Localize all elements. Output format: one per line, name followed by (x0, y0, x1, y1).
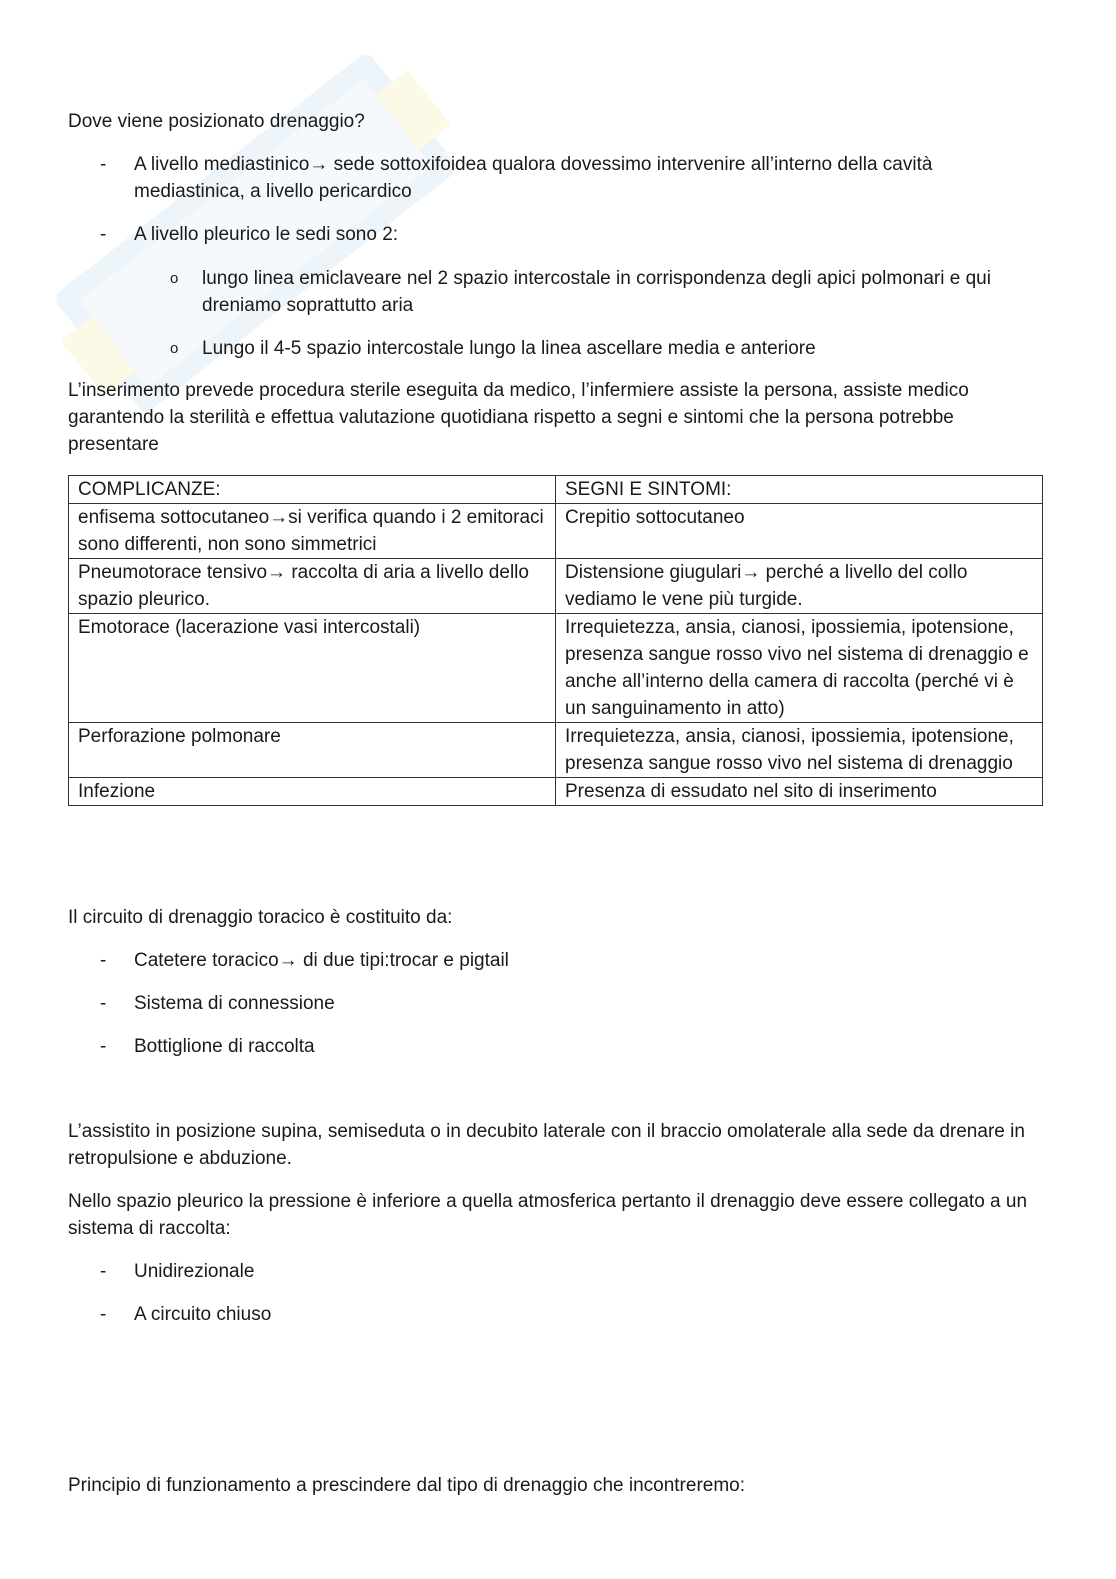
drain-positions-list (68, 151, 1048, 248)
table-row (69, 778, 1043, 806)
principle-paragraph: Principio di funzionamento a prescindere dal tipo di drenaggio che incontreremo: (68, 1475, 746, 1496)
complications-table (68, 475, 1043, 806)
list-item: - Bottiglione di raccolta (68, 1033, 1048, 1060)
dash-bullet: - (100, 950, 107, 971)
circle-bullet: o (170, 270, 179, 287)
table-cell: enfisema sottocutaneo→si verifica quando i 2 emitoraci sono differenti, non sono simmetrici (69, 504, 556, 559)
dash-bullet: - (100, 1036, 107, 1057)
dash-bullet: - (100, 1304, 107, 1325)
table-row (69, 559, 1043, 614)
list-item: - Sistema di connessione (68, 990, 1048, 1017)
dash-bullet: - (100, 993, 107, 1014)
header-signs: SEGNI E SINTOMI: (556, 476, 1043, 504)
position-paragraph: L’assistito in posizione supina, semiseduta o in decubito laterale con il braccio omolaterale alla sede da drenare in retropulsione e abduzione. (68, 1121, 1025, 1169)
system-types-list (68, 1258, 1048, 1328)
dash-bullet: - (100, 224, 107, 245)
dash-bullet: - (100, 154, 107, 175)
table-row (69, 614, 1043, 723)
circuit-intro: Il circuito di drenaggio toracico è costituito da: (68, 907, 453, 928)
table-cell: Irrequietezza, ansia, cianosi, ipossiemia, ipotensione, presenza sangue rosso vivo nel sistema di drenaggio e anche all’interno della camera di raccolta (perché vi è un sanguinamento in atto) (556, 614, 1043, 723)
header-complications: COMPLICANZE: (69, 476, 556, 504)
circle-bullet: o (170, 340, 179, 357)
list-item: - A livello mediastinico→ sede sottoxifoidea qualora dovessimo intervenire all’interno della cavità mediastinica, a livello pericardico (68, 151, 1048, 205)
table-cell: Irrequietezza, ansia, cianosi, ipossiemia, ipotensione, presenza sangue rosso vivo nel sistema di drenaggio (556, 723, 1043, 778)
list-item: - A circuito chiuso (68, 1301, 1048, 1328)
pressure-paragraph: Nello spazio pleurico la pressione è inferiore a quella atmosferica pertanto il drenaggio deve essere collegato a un sistema di raccolta: (68, 1191, 1028, 1239)
dash-bullet: - (100, 1261, 107, 1282)
table-row (69, 504, 1043, 559)
insertion-paragraph: L’inserimento prevede procedura sterile eseguita da medico, l’infermiere assiste la persona, assiste medico garantendo la sterilità e effettua valutazione quotidiana rispetto a segni e sintomi che la persona potrebbe presentare (68, 380, 969, 455)
list-item: - Unidirezionale (68, 1258, 1048, 1285)
table-row (69, 723, 1043, 778)
table-cell: Perforazione polmonare (69, 723, 556, 778)
table-header-row (69, 476, 1043, 504)
list-item: - A livello pleurico le sedi sono 2: (68, 221, 1048, 248)
table-cell: Distensione giugulari→ perché a livello del collo vediamo le vene più turgide. (556, 559, 1043, 614)
list-item: o Lungo il 4-5 spazio intercostale lungo la linea ascellare media e anteriore (68, 335, 1048, 362)
circuit-components-list (68, 947, 1048, 1060)
list-item: - Catetere toracico→ di due tipi:trocar e pigtail (68, 947, 1048, 974)
list-item: o lungo linea emiclaveare nel 2 spazio intercostale in corrispondenza degli apici polmonari e qui dreniamo soprattutto aria (68, 265, 1048, 319)
intro-question: Dove viene posizionato drenaggio? (68, 111, 365, 132)
table-cell: Infezione (69, 778, 556, 806)
table-cell: Crepitio sottocutaneo (556, 504, 1043, 559)
table-cell: Emotorace (lacerazione vasi intercostali) (69, 614, 556, 723)
table-cell: Presenza di essudato nel sito di inserimento (556, 778, 1043, 806)
pleural-sites-list (68, 265, 1048, 362)
table-cell: Pneumotorace tensivo→ raccolta di aria a livello dello spazio pleurico. (69, 559, 556, 614)
